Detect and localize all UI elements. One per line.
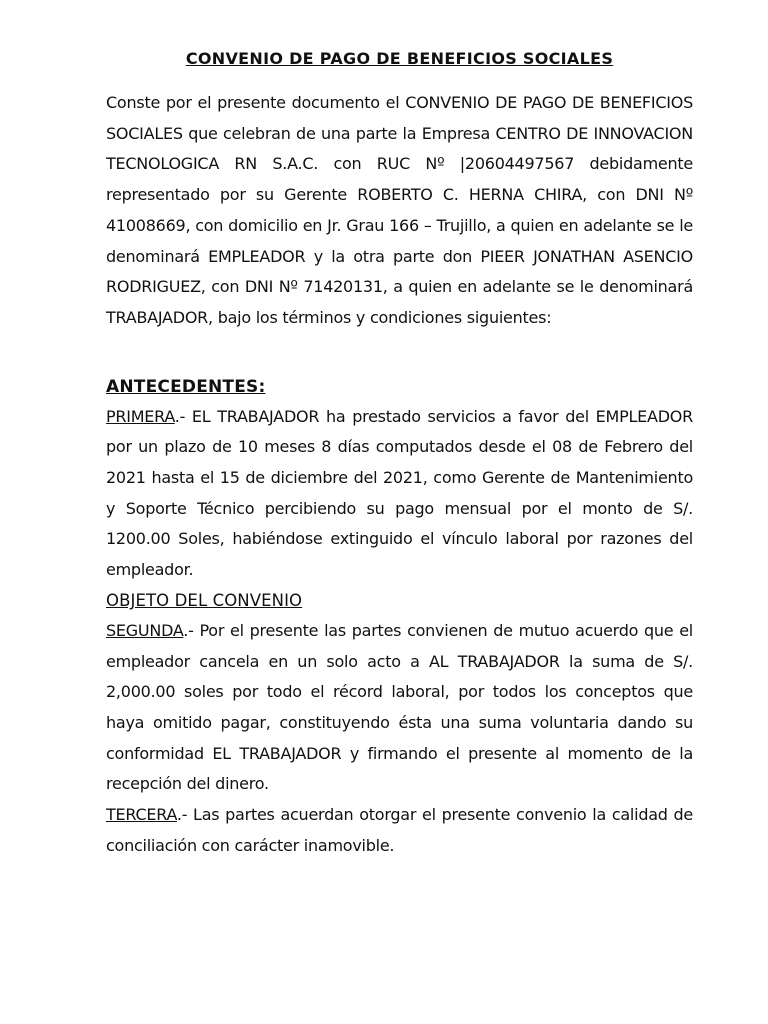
clause-primera	[106, 402, 693, 586]
antecedentes-heading: ANTECEDENTES:	[106, 376, 266, 397]
document-title: CONVENIO DE PAGO DE BENEFICIOS SOCIALES	[185, 49, 614, 68]
intro-paragraph: Conste por el presente documento el CONVENIO DE PAGO DE BENEFICIOS SOCIALES que celebran de una parte la Empresa CENTRO DE INNOVACION TECNOLOGICA RN S.A.C. con RUC Nº |20604497567 debidamente representado por su Gerente ROBERTO C. HERNA CHIRA, con DNI Nº 41008669, con domicilio en Jr. Grau 166 – Trujillo, a quien en adelante se le denominará EMPLEADOR y la otra parte don PIEER JONATHAN ASENCIO RODRIGUEZ, con DNI Nº 71420131, a quien en adelante se le denominará TRABAJADOR, bajo los términos y condiciones siguientes:	[106, 93, 693, 327]
clause-segunda-text: .- Por el presente las partes convienen de mutuo acuerdo que el empleador cancela en un solo acto a AL TRABAJADOR la suma de S/. 2,000.00 soles por todo el récord laboral, por todos los conceptos que haya omitido pagar, constituyendo ésta una suma voluntaria dando su conformidad EL TRABAJADOR y firmando el presente al momento de la recepción del dinero.	[106, 620, 693, 794]
objeto-heading: OBJETO DEL CONVENIO	[106, 590, 303, 610]
document-page	[106, 44, 693, 861]
clause-primera-text: .- EL TRABAJADOR ha prestado servicios a favor del EMPLEADOR por un plazo de 10 meses 8 días computados desde el 08 de Febrero del 2021 hasta el 15 de diciembre del 2021, como Gerente de Mantenimiento y Soporte Técnico percibiendo su pago mensual por el monto de S/. 1200.00 Soles, habiéndose extinguido el vínculo laboral por razones del empleador.	[106, 406, 693, 580]
clause-primera-label: PRIMERA	[106, 406, 175, 426]
clause-segunda-label: SEGUNDA	[106, 620, 184, 640]
clause-segunda	[106, 616, 693, 800]
clause-tercera-text: .- Las partes acuerdan otorgar el presente convenio la calidad de conciliación con carácter inamovible.	[106, 805, 693, 855]
clause-tercera-label: TERCERA	[106, 805, 177, 825]
clause-tercera	[106, 800, 693, 861]
